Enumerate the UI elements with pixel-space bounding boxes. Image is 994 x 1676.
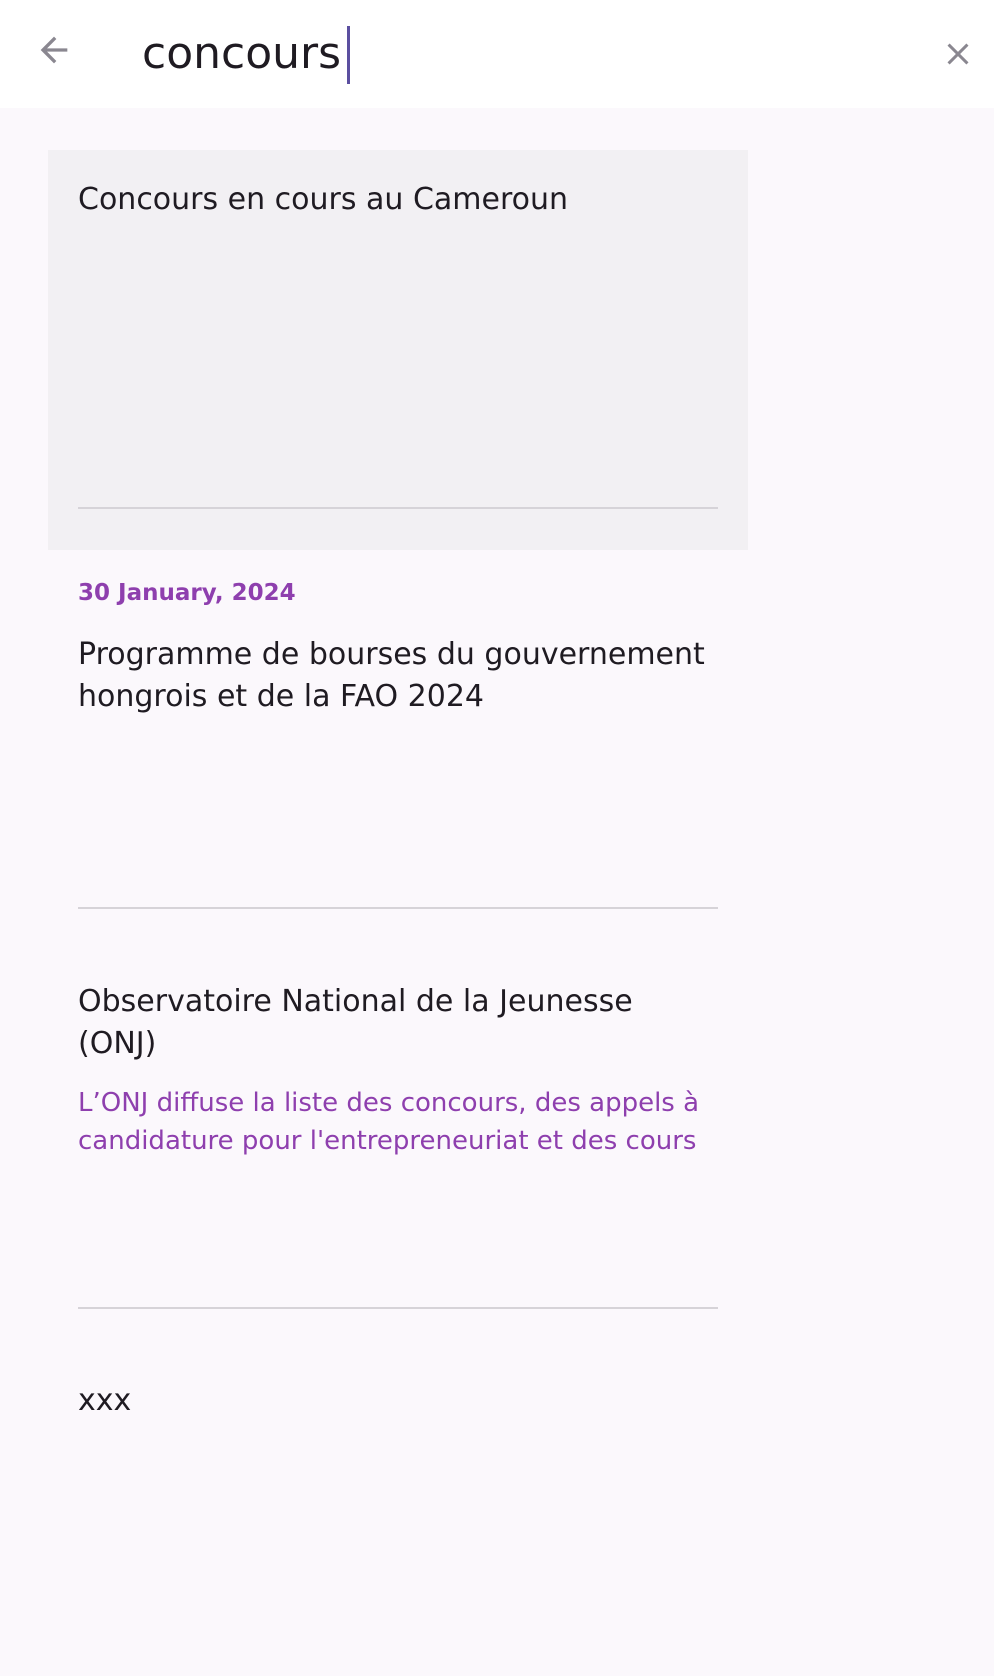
result-date: 30 January, 2024 [78, 580, 296, 606]
divider [78, 1307, 718, 1309]
result-title: xxx [78, 1383, 132, 1418]
list-item[interactable] [48, 1310, 748, 1510]
result-title: Concours en cours au Cameroun [78, 182, 569, 217]
text-cursor [347, 26, 350, 84]
search-bar [0, 0, 994, 108]
back-button[interactable] [30, 26, 78, 74]
close-icon [940, 36, 976, 72]
list-item[interactable] [48, 150, 748, 550]
divider [78, 507, 718, 509]
list-item[interactable] [48, 910, 748, 1310]
list-item[interactable] [48, 550, 748, 910]
result-title: Observatoire National de la Jeunesse (ONJ) [78, 984, 633, 1061]
search-input[interactable] [142, 18, 902, 88]
result-title: Programme de bourses du gouvernement hongrois et de la FAO 2024 [78, 637, 705, 714]
divider [78, 907, 718, 909]
arrow-left-icon [34, 30, 74, 70]
result-snippet: L’ONJ diffuse la liste des concours, des appels à candidature pour l'entrepreneuriat et des cours [78, 1088, 700, 1156]
clear-search-button[interactable] [934, 30, 982, 78]
